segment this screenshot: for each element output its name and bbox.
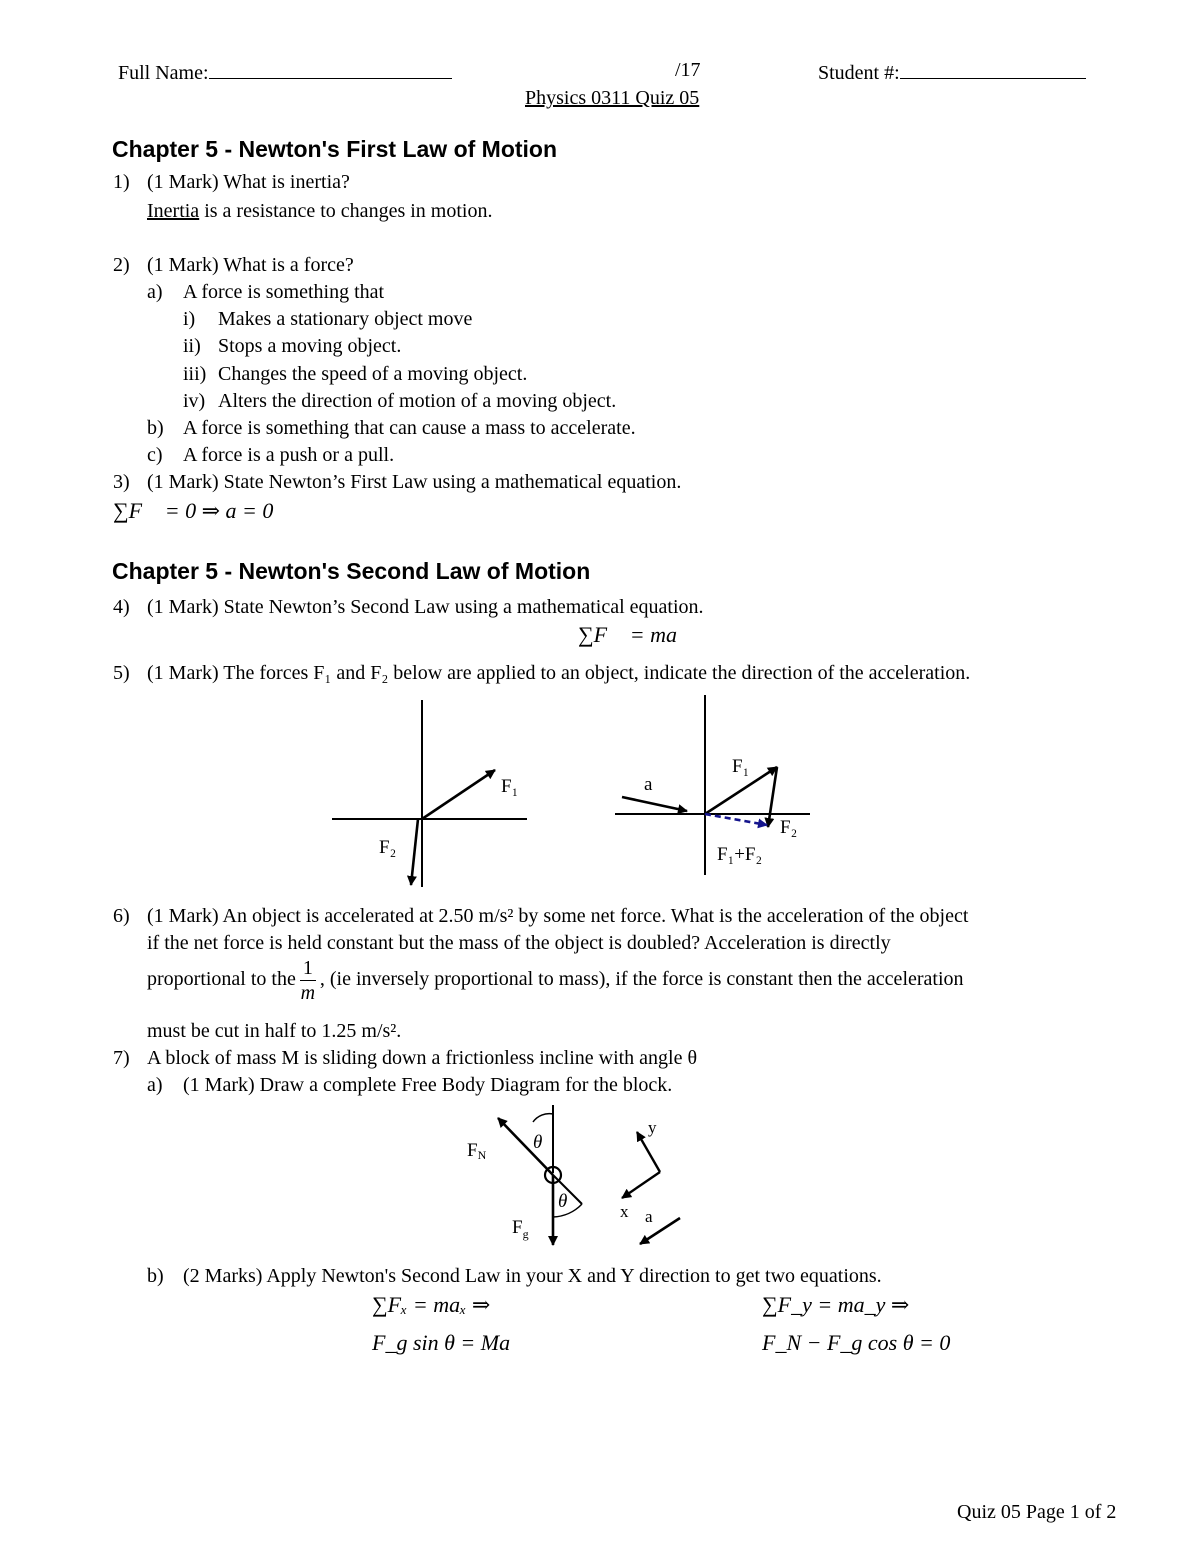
page-footer: Quiz 05 Page 1 of 2 bbox=[957, 1501, 1117, 1523]
q4-equation: ∑F⃗ = ma⃗ bbox=[578, 622, 695, 647]
free-body-diagram bbox=[460, 1100, 700, 1255]
f1-label: F₁ bbox=[501, 776, 519, 797]
q6-line-1: (1 Mark) An object is accelerated at 2.50 m/s² by some net force. What is the acceleration of the object bbox=[147, 905, 969, 927]
f1-vector bbox=[422, 770, 495, 819]
section-title-second-law: Chapter 5 - Newton's Second Law of Motion bbox=[112, 558, 591, 584]
q6-line-3-post: , (ie inversely proportional to mass), if the force is constant then the acceleration bbox=[319, 968, 964, 991]
normal-vector bbox=[498, 1118, 553, 1175]
q7-number: 7) bbox=[113, 1047, 130, 1069]
theta-label-top: θ bbox=[533, 1132, 543, 1153]
q7a-number: a) bbox=[147, 1074, 163, 1096]
q3-equation: ∑F⃗ = 0 ⇒ a = 0 bbox=[113, 498, 274, 523]
q2c-text: A force is a push or a pull. bbox=[183, 444, 395, 466]
q2a-text: A force is something that bbox=[183, 281, 385, 303]
force-diagram-right bbox=[610, 690, 825, 885]
student-number-field bbox=[818, 58, 1086, 85]
acceleration-label: a bbox=[644, 774, 653, 795]
q1-answer-rest: is a resistance to changes in motion. bbox=[199, 200, 493, 222]
q2a-item-number: ii) bbox=[183, 335, 201, 357]
fraction-one-over-m: $\frac{1}{m}$ bbox=[300, 957, 316, 1004]
f2-label: F₂ bbox=[780, 817, 798, 838]
x-axis-label: x bbox=[620, 1202, 629, 1221]
q2-number: 2) bbox=[113, 254, 130, 276]
acceleration-vector bbox=[622, 797, 687, 811]
x-axis-arrow bbox=[622, 1172, 660, 1198]
q2a-item-text: Stops a moving object. bbox=[218, 335, 402, 357]
y-axis-arrow bbox=[637, 1132, 660, 1172]
q2a-number: a) bbox=[147, 281, 163, 303]
q2b-number: b) bbox=[147, 417, 164, 439]
q6-line-2: if the net force is held constant but the mass of the object is doubled? Acceleration is directly bbox=[147, 932, 891, 954]
q2a-item-number: iv) bbox=[183, 390, 206, 412]
name-field bbox=[118, 58, 452, 85]
q4-question: (1 Mark) State Newton’s Second Law using a mathematical equation. bbox=[147, 596, 704, 618]
f2-vector bbox=[768, 767, 777, 827]
score: /17 bbox=[675, 59, 701, 81]
q7b-text: (2 Marks) Apply Newton's Second Law in your X and Y direction to get two equations. bbox=[183, 1265, 882, 1287]
q2a-item-text: Changes the speed of a moving object. bbox=[218, 363, 528, 385]
q4-number: 4) bbox=[113, 596, 130, 618]
q2c-number: c) bbox=[147, 444, 163, 466]
q7b-number: b) bbox=[147, 1265, 164, 1287]
name-label: Full Name: bbox=[118, 62, 209, 84]
q6-line-3 bbox=[147, 956, 964, 1005]
equation-y-sum: ∑F_y = ma_y ⇒ bbox=[762, 1292, 910, 1317]
q3-question: (1 Mark) State Newton’s First Law using a mathematical equation. bbox=[147, 471, 682, 493]
equation-x-result: F_g sin θ = Ma bbox=[372, 1330, 511, 1355]
equation-y-result: F_N − F_g cos θ = 0 bbox=[762, 1330, 951, 1355]
q2a-item-text: Alters the direction of motion of a moving object. bbox=[218, 390, 617, 412]
q6-line-3-pre: proportional to the bbox=[147, 968, 296, 991]
q1-number: 1) bbox=[113, 171, 130, 193]
f2-label: F₂ bbox=[379, 837, 397, 858]
q3-number: 3) bbox=[113, 471, 130, 493]
section-title-first-law: Chapter 5 - Newton's First Law of Motion bbox=[112, 136, 558, 162]
q5-number: 5) bbox=[113, 662, 130, 684]
equation-x-sum: ∑Fₓ = maₓ ⇒ bbox=[372, 1292, 491, 1317]
normal-force-label: FN bbox=[467, 1140, 487, 1162]
name-blank[interactable] bbox=[209, 58, 452, 79]
q1-question: (1 Mark) What is inertia? bbox=[147, 171, 350, 193]
q7-question: A block of mass M is sliding down a frictionless incline with angle θ bbox=[147, 1047, 698, 1069]
f2-vector bbox=[411, 819, 418, 885]
q5-question: (1 Mark) The forces F₁ and F₂ below are applied to an object, indicate the direction of the acceleration. bbox=[147, 662, 971, 684]
student-label: Student #: bbox=[818, 62, 900, 84]
course-title: Physics 0311 Quiz 05 bbox=[525, 87, 700, 109]
theta-arc-top bbox=[533, 1114, 553, 1122]
q2-question: (1 Mark) What is a force? bbox=[147, 254, 354, 276]
theta-label-bottom: θ bbox=[558, 1191, 568, 1212]
resultant-vector bbox=[705, 814, 767, 825]
force-diagram-left bbox=[325, 695, 540, 895]
q6-number: 6) bbox=[113, 905, 130, 927]
q1-answer-term: Inertia bbox=[147, 200, 200, 222]
gravity-force-label: $F_g$ bbox=[512, 1217, 529, 1241]
y-axis-label: y bbox=[648, 1118, 657, 1137]
q2a-item-text: Makes a stationary object move bbox=[218, 308, 473, 330]
q2a-item-number: i) bbox=[183, 308, 196, 330]
acceleration-label: a bbox=[645, 1207, 653, 1226]
q6-line-4: must be cut in half to 1.25 m/s². bbox=[147, 1020, 402, 1042]
q2a-item-number: iii) bbox=[183, 363, 207, 385]
resultant-label: F₁+F₂ bbox=[717, 844, 763, 865]
q7a-text: (1 Mark) Draw a complete Free Body Diagram for the block. bbox=[183, 1074, 673, 1096]
f1-label: F₁ bbox=[732, 756, 750, 777]
student-blank[interactable] bbox=[900, 58, 1086, 79]
q2b-text: A force is something that can cause a mass to accelerate. bbox=[183, 417, 636, 439]
q1-answer bbox=[147, 199, 492, 223]
